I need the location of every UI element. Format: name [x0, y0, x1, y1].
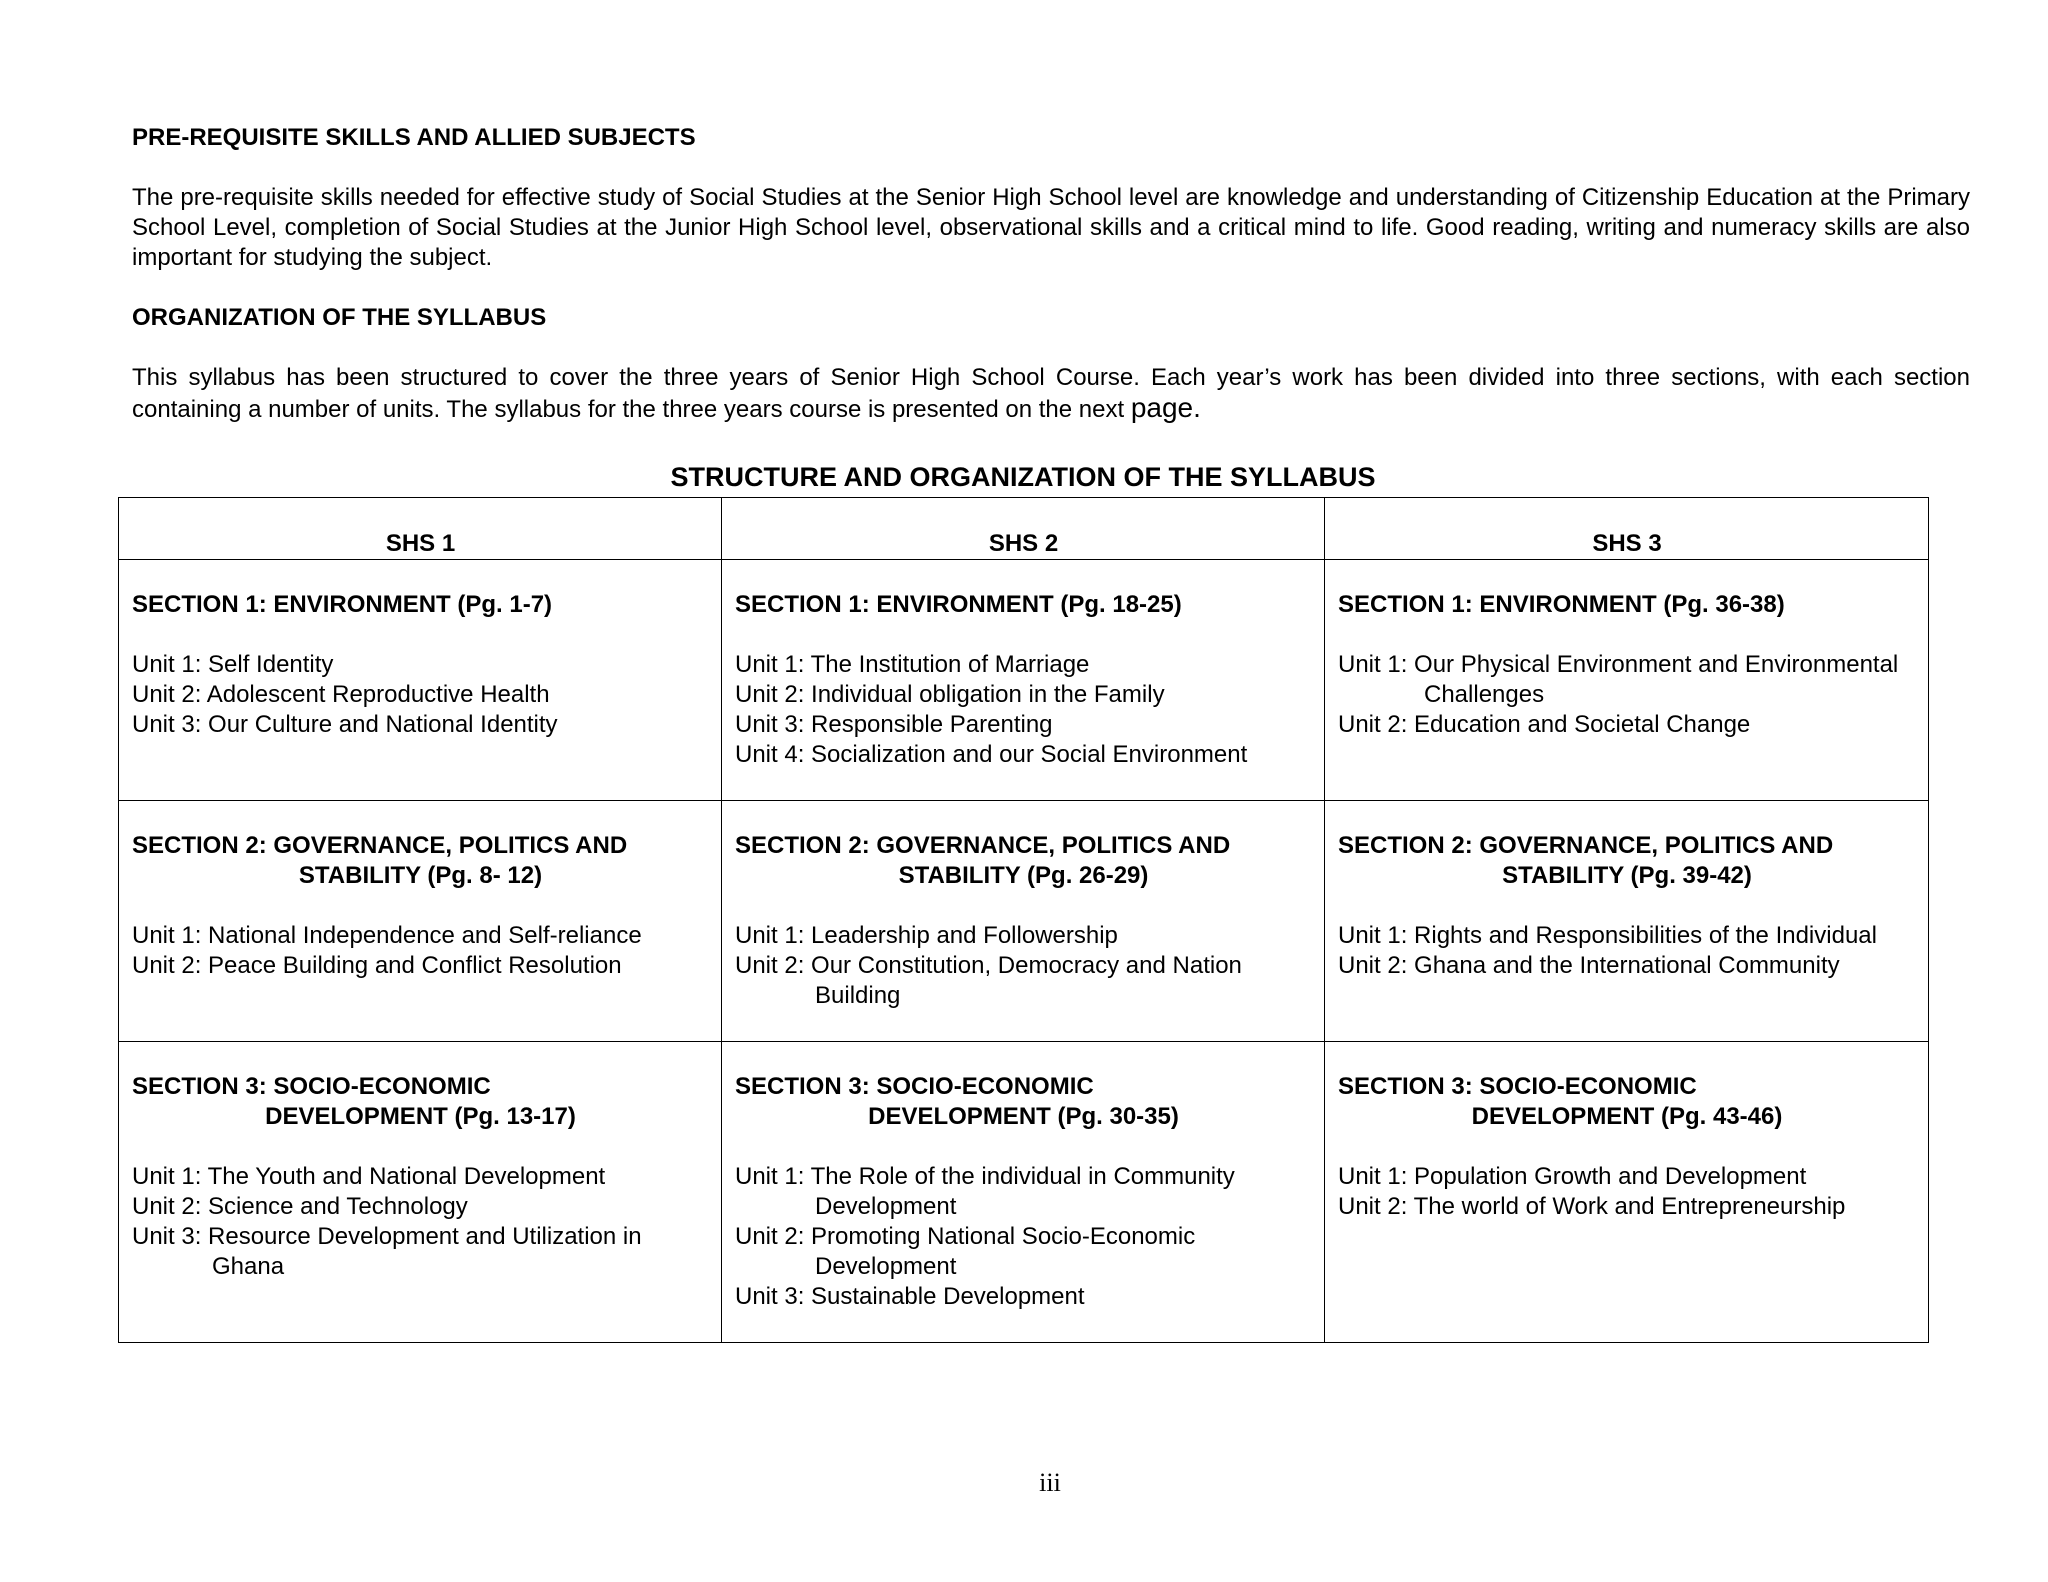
section-title-line2: DEVELOPMENT (Pg. 13-17) [265, 1103, 576, 1130]
section-title [735, 1072, 1312, 1132]
organization-heading: ORGANIZATION OF THE SYLLABUS [132, 304, 547, 331]
table-header-row [119, 498, 1929, 560]
section-title [735, 831, 1312, 891]
section-title-line1: SECTION 3: SOCIO-ECONOMIC [735, 1073, 1094, 1100]
table-row [119, 1042, 1929, 1343]
section-title-line1: SECTION 3: SOCIO-ECONOMIC [132, 1073, 491, 1100]
header-shs3: SHS 3 [1325, 498, 1929, 560]
section-title-line2: STABILITY (Pg. 39-42) [1502, 862, 1752, 889]
unit-item: Unit 2: Adolescent Reproductive Health [132, 681, 550, 708]
section-title [132, 1072, 709, 1132]
table-cell [119, 801, 722, 1042]
table-cell [722, 801, 1325, 1042]
unit-item: Unit 4: Socialization and our Social Environment [735, 741, 1248, 768]
unit-item: Unit 3: Our Culture and National Identity [132, 711, 558, 738]
unit-item: Unit 2: Education and Societal Change [1338, 711, 1751, 738]
unit-item: Unit 2: Ghana and the International Community [1338, 952, 1840, 979]
section-title-line1: SECTION 2: GOVERNANCE, POLITICS AND [132, 832, 628, 859]
unit-item: Unit 2: Peace Building and Conflict Resolution [132, 952, 622, 979]
unit-item: Unit 2: Individual obligation in the Family [735, 681, 1165, 708]
section-title [1338, 1072, 1916, 1132]
unit-item: Unit 1: Self Identity [132, 651, 334, 678]
header-shs1: SHS 1 [119, 498, 722, 560]
section-title [132, 831, 709, 891]
unit-item: Unit 2: Our Constitution, Democracy and Nation Building [735, 952, 1242, 1009]
table-cell [1325, 1042, 1929, 1343]
section-title-line2: STABILITY (Pg. 26-29) [898, 862, 1149, 889]
unit-item: Unit 1: The Youth and National Development [132, 1163, 606, 1190]
table-row [119, 560, 1929, 801]
unit-item: Unit 2: Science and Technology [132, 1193, 468, 1220]
section-title-line2: DEVELOPMENT (Pg. 30-35) [868, 1103, 1179, 1130]
prereq-heading: PRE-REQUISITE SKILLS AND ALLIED SUBJECTS [132, 124, 696, 151]
table-title: STRUCTURE AND ORGANIZATION OF THE SYLLABUS [670, 462, 1376, 492]
unit-item: Unit 2: Promoting National Socio-Economic Development [735, 1223, 1196, 1280]
organization-paragraph [132, 363, 1970, 425]
unit-item: Unit 3: Resource Development and Utilization in Ghana [132, 1223, 642, 1280]
unit-item: Unit 3: Sustainable Development [735, 1283, 1085, 1310]
table-cell [119, 1042, 722, 1343]
organization-text-end: page. [1130, 392, 1201, 423]
section-title-line2: STABILITY (Pg. 8- 12) [298, 862, 543, 889]
unit-item: Unit 3: Responsible Parenting [735, 711, 1053, 738]
table-row [119, 801, 1929, 1042]
unit-item: Unit 1: Rights and Responsibilities of the Individual [1338, 922, 1877, 949]
section-title-line2: DEVELOPMENT (Pg. 43-46) [1471, 1103, 1783, 1130]
table-cell [722, 560, 1325, 801]
unit-item: Unit 1: The Institution of Marriage [735, 651, 1090, 678]
page-number: iii [1039, 1468, 1061, 1497]
unit-item: Unit 1: Leadership and Followership [735, 922, 1118, 949]
section-title-line1: SECTION 2: GOVERNANCE, POLITICS AND [1338, 832, 1834, 859]
header-shs2: SHS 2 [722, 498, 1325, 560]
syllabus-structure-table [118, 497, 1929, 1343]
unit-item: Unit 1: Population Growth and Development [1338, 1163, 1807, 1190]
section-title-line1: SECTION 2: GOVERNANCE, POLITICS AND [735, 832, 1231, 859]
unit-item: Unit 2: The world of Work and Entrepreneurship [1338, 1193, 1846, 1220]
section-title-line1: SECTION 3: SOCIO-ECONOMIC [1338, 1073, 1697, 1100]
prereq-paragraph: The pre-requisite skills needed for effective study of Social Studies at the Senior High School level are knowledge and understanding of Citizenship Education at the Primary School Level, completion of Social Studies at the Junior High School level, observational skills and a critical mind to life. Good reading, writing and numeracy skills are also important for studying the subject. [132, 184, 1970, 271]
unit-item: Unit 1: Our Physical Environment and Environmental Challenges [1338, 651, 1899, 708]
table-cell [1325, 801, 1929, 1042]
unit-item: Unit 1: National Independence and Self-reliance [132, 922, 642, 949]
section-title: SECTION 1: ENVIRONMENT (Pg. 18-25) [735, 591, 1182, 618]
organization-text: This syllabus has been structured to cover the three years of Senior High School Course. Each year’s work has been divided into three sections, with each section containing a number of units. The syllabus for the three years course is presented on the next [132, 364, 1970, 423]
table-cell [1325, 560, 1929, 801]
section-title: SECTION 1: ENVIRONMENT (Pg. 1-7) [132, 591, 553, 618]
section-title: SECTION 1: ENVIRONMENT (Pg. 36-38) [1338, 591, 1785, 618]
unit-item: Unit 1: The Role of the individual in Community Development [735, 1163, 1235, 1220]
section-title [1338, 831, 1916, 891]
table-cell [722, 1042, 1325, 1343]
table-cell [119, 560, 722, 801]
